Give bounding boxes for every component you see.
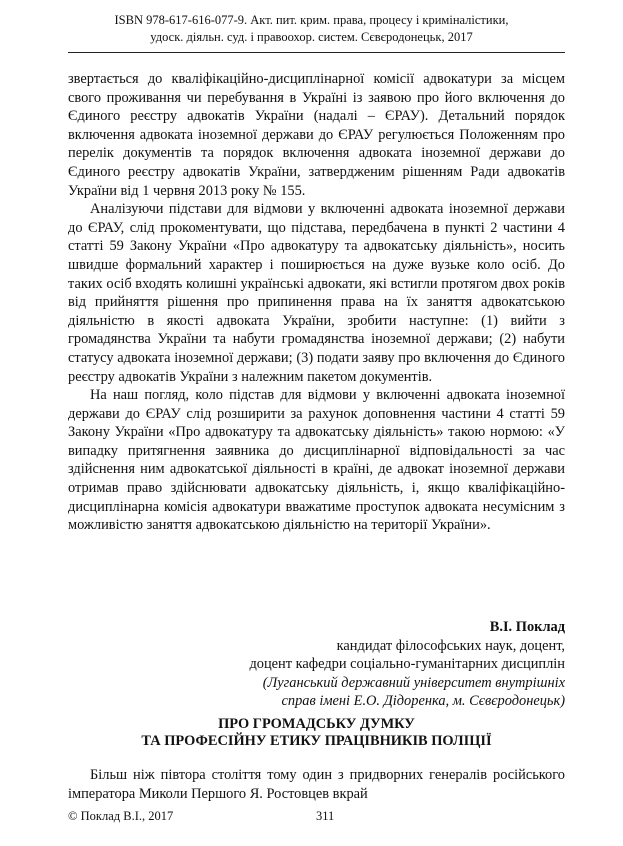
article-title (68, 716, 565, 750)
author-signature (68, 618, 565, 711)
article-title-line-1: ПРО ГРОМАДСЬКУ ДУМКУ (218, 716, 415, 732)
paragraph-3: На наш погляд, коло підстав для відмови у включенні адвоката іноземної держави до ЄРАУ слід розширити за рахунок доповнення частини 4 статті 59 Закону України «Про адвокатуру та адвокатську діяльність» такою нормою: «У випадку притягнення заявника до дисциплінарної відповідальності за час здійснення ним адвокатської діяльності в країні, де адвокат іноземної держави отримав право здійснювати адвокатську діяльність, і, якщо кваліфікаційно-дисциплінарна комісія адвокатури вважатиме проступок адвоката несумісним з можливістю заняття адвокатською діяльністю на території України». (68, 387, 565, 534)
author-position-2: доцент кафедри соціально-гуманітарних дисциплін (249, 656, 565, 673)
author-name: В.І. Поклад (489, 619, 565, 635)
page-number: 311 (316, 809, 335, 823)
paragraph-2: Аналізуючи підстави для відмови у включенні адвоката іноземної держави до ЄРАУ, слід прокоментувати, що підстава, передбачена в пункті 2 частини 4 статті 59 Закону України «Про адвокатуру та адвокатську діяльність», носить швидше формальний характер і поширюється на дуже вузьке коло осіб. До таких осіб входять колишні українські адвокати, які встигли протягом двох років від прийняття рішення про припинення права на їх заняття адвокатською діяльністю в якості адвоката України, зробити наступне: (1) вийти з громадянства України та набути громадянства іноземної держави; (2) набути статусу адвоката іноземної держави; (3) подати заяву про включення до Єдиного реєстру адвокатів України з належним пакетом документів. (68, 201, 565, 385)
article-body (68, 70, 565, 535)
author-affiliation-2: справ імені Е.О. Дідоренка, м. Сєвєродонецьк) (281, 693, 565, 710)
running-header (0, 12, 623, 46)
header-line-2: удоск. діяльн. суд. і правоохор. систем. Сєвєродонецьк, 2017 (150, 30, 473, 44)
copyright-notice: © Поклад В.І., 2017 (68, 809, 174, 823)
paragraph-1: звертається до кваліфікаційно-дисциплінарної комісії адвокатури за місцем свого проживання чи перебування в Україні із заявою про його включення до Єдиного реєстру адвокатів України (надалі – ЄРАУ). Детальний порядок включення адвоката іноземної держави до ЄРАУ регулюється Положенням про перелік документів та порядок включення адвоката іноземної держави до Єдиного реєстру адвокатів України, затвердженим рішенням Ради адвокатів України від 1 червня 2013 року № 155. (68, 71, 565, 199)
author-position-1: кандидат філософських наук, доцент, (336, 637, 565, 654)
article-opening-paragraph: Більш ніж півтора століття тому один з придворних генералів російського імператора Миколи Першого Я. Ростовцев вкрай (68, 767, 565, 802)
header-line-1: ISBN 978-617-616-077-9. Акт. пит. крим. права, процесу і криміналістики, (114, 13, 509, 27)
header-divider (68, 52, 565, 53)
article-title-line-2: ТА ПРОФЕСІЙНУ ЕТИКУ ПРАЦІВНИКІВ ПОЛІЦІЇ (141, 733, 492, 749)
author-affiliation-1: (Луганський державний університет внутрішніх (262, 674, 565, 691)
